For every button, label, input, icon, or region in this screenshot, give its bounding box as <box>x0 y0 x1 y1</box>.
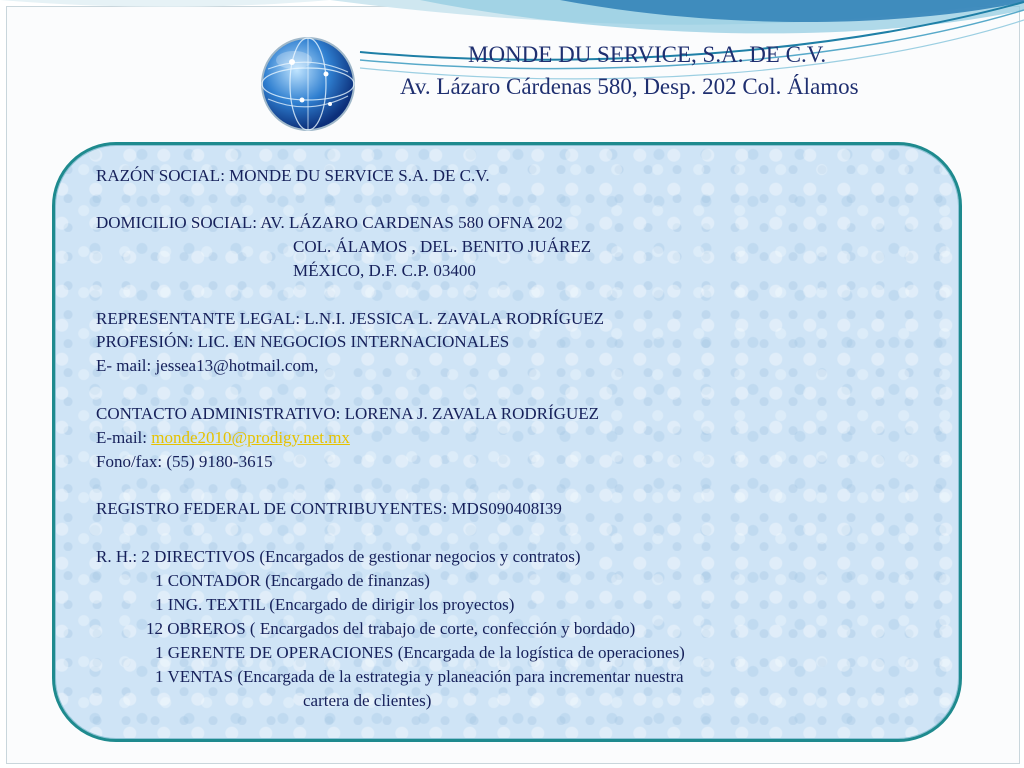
fono-fax: Fono/fax: (55) 9180-3615 <box>96 452 273 471</box>
razon-social: RAZÓN SOCIAL: MONDE DU SERVICE S.A. DE C.V. <box>96 166 490 185</box>
contacto-administrativo: CONTACTO ADMINISTRATIVO: LORENA J. ZAVALA RODRÍGUEZ <box>96 404 599 423</box>
email-contacto <box>96 428 350 448</box>
rh-line-2: 1 CONTADOR (Encargado de finanzas) <box>155 571 430 590</box>
company-address: Av. Lázaro Cárdenas 580, Desp. 202 Col. Álamos <box>400 74 859 99</box>
rh-line-6: 1 VENTAS (Encargada de la estrategia y planeación para incrementar nuestra <box>155 667 684 686</box>
domicilio-line-3: MÉXICO, D.F. C.P. 03400 <box>293 261 476 280</box>
rh-line-4: 12 OBREROS ( Encargados del trabajo de corte, confección y bordado) <box>146 619 636 638</box>
rh-line-5: 1 GERENTE DE OPERACIONES (Encargada de la logística de operaciones) <box>155 643 685 662</box>
rh-line-7: cartera de clientes) <box>303 691 432 710</box>
email-representante: E- mail: jessea13@hotmail.com, <box>96 356 319 375</box>
domicilio-line-1: DOMICILIO SOCIAL: AV. LÁZARO CARDENAS 580 OFNA 202 <box>96 213 563 232</box>
profesion: PROFESIÓN: LIC. EN NEGOCIOS INTERNACIONALES <box>96 332 510 351</box>
company-title: MONDE DU SERVICE, S.A. DE C.V. <box>468 42 827 67</box>
rh-line-3: 1 ING. TEXTIL (Encargado de dirigir los proyectos) <box>155 595 515 614</box>
globe-icon <box>258 34 358 134</box>
domicilio-line-2: COL. ÁLAMOS , DEL. BENITO JUÁREZ <box>293 237 592 256</box>
rh-line-1: R. H.: 2 DIRECTIVOS (Encargados de gestionar negocios y contratos) <box>96 547 581 566</box>
rfc: REGISTRO FEDERAL DE CONTRIBUYENTES: MDS090408I39 <box>96 499 562 518</box>
email-contacto-label: E-mail: <box>96 428 152 447</box>
representante-legal: REPRESENTANTE LEGAL: L.N.I. JESSICA L. ZAVALA RODRÍGUEZ <box>96 309 605 328</box>
email-contacto-link[interactable]: monde2010@prodigy.net.mx <box>151 428 350 447</box>
